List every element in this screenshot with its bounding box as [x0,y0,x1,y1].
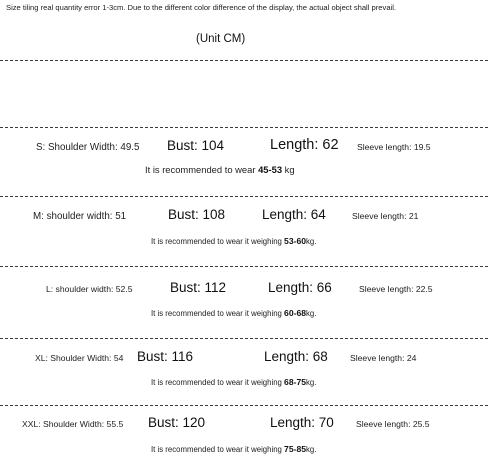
weight-range: 75-85 [284,444,307,454]
length: Length: 68 [264,349,328,364]
bust: Bust: 108 [168,207,226,222]
recommendation-unit: kg [282,164,295,175]
weight-range: 68-75 [284,377,307,387]
recommendation-prefix: It is recommended to wear [145,164,256,175]
dashed-divider [0,127,488,128]
weight-range: 53-60 [284,236,307,246]
shoulder-width: M: shoulder width: 51 [33,211,127,222]
length: Length: 64 [262,207,326,222]
recommendation-unit: kg. [306,309,317,318]
length: Length: 62 [270,137,339,153]
recommendation [151,377,316,387]
recommendation-prefix: It is recommended to wear it weighing [151,445,285,454]
recommendation-unit: kg. [306,378,317,387]
dashed-divider [0,266,488,267]
dashed-divider [0,405,488,406]
recommendation [151,236,316,246]
length: Length: 70 [270,415,334,430]
dashed-divider [0,196,488,197]
shoulder-width: XL: Shoulder Width: 54 [35,353,124,363]
sleeve-length: Sleeve length: 21 [352,211,419,221]
unit-label: (Unit CM) [196,33,246,45]
recommendation [145,164,295,175]
sleeve-length: Sleeve length: 19.5 [357,142,431,152]
bust: Bust: 116 [137,349,194,364]
recommendation-prefix: It is recommended to wear it weighing [151,237,285,246]
shoulder-width: S: Shoulder Width: 49.5 [36,142,140,153]
recommendation-prefix: It is recommended to wear it weighing [151,378,285,387]
dashed-divider [0,338,488,339]
recommendation-prefix: It is recommended to wear it weighing [151,309,285,318]
length: Length: 66 [268,280,332,295]
bust: Bust: 112 [170,280,227,295]
shoulder-width: XXL: Shoulder Width: 55.5 [22,419,124,429]
bust: Bust: 104 [167,138,225,153]
sleeve-length: Sleeve length: 25.5 [356,419,430,429]
bust: Bust: 120 [148,415,206,430]
dashed-divider [0,60,488,61]
shoulder-width: L: shoulder width: 52.5 [46,284,133,294]
recommendation-unit: kg. [306,445,317,454]
measurement-disclaimer: Size tiling real quantity error 1-3cm. Due to the different color difference of the display, the actual object shall prevail. [6,3,397,12]
weight-range: 60-68 [284,308,307,318]
recommendation-unit: kg. [306,237,317,246]
recommendation [151,444,316,454]
weight-range: 45-53 [258,164,283,175]
recommendation [151,308,316,318]
sleeve-length: Sleeve length: 24 [350,353,417,363]
sleeve-length: Sleeve length: 22.5 [359,284,433,294]
